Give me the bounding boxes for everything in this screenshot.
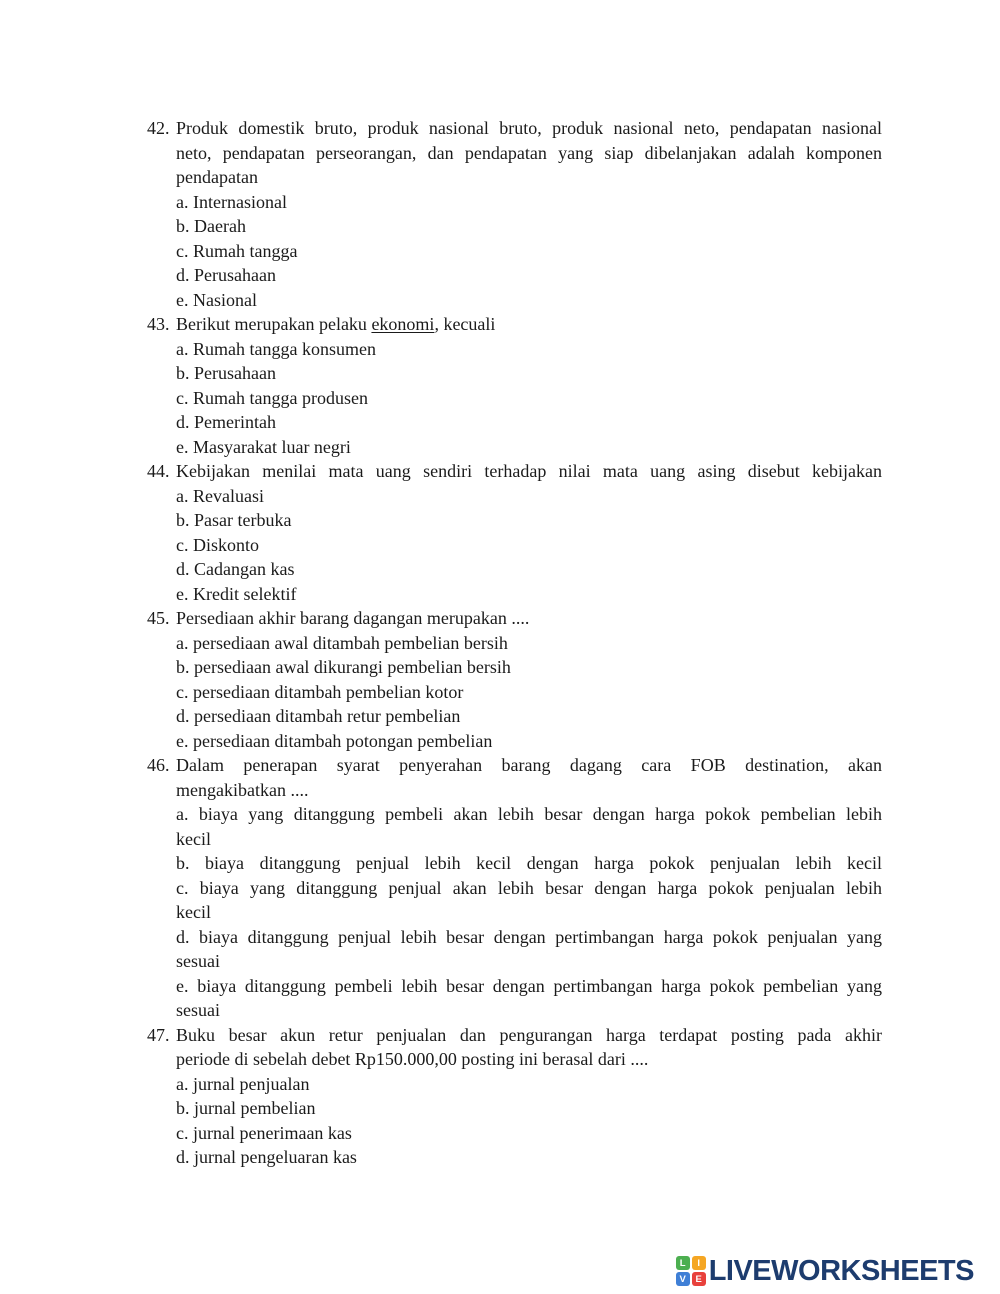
question-number: 47.	[147, 1024, 170, 1045]
option-b: b. jurnal pembelian	[176, 1098, 316, 1118]
option-a: a. Revaluasi	[176, 485, 264, 506]
question-42	[147, 116, 882, 312]
option-b: b. biaya ditanggung penjual lebih kecil dengan harga pokok penjualan lebih kecil	[176, 853, 882, 873]
question-46	[147, 753, 882, 1023]
option-d: d. Cadangan kas	[176, 559, 295, 579]
question-43	[147, 312, 882, 459]
question-text: Buku besar akun retur penjualan dan pengurangan harga terdapat posting pada akhir periode di sebelah debet Rp150.000,00 posting ini berasal dari ....	[176, 1024, 882, 1069]
option-c: c. biaya yang ditanggung penjual akan lebih besar dengan harga pokok penjualan lebih kecil	[176, 877, 882, 922]
question-text	[176, 312, 882, 337]
option-a: a. jurnal penjualan	[176, 1073, 310, 1094]
option-a: a. Internasional	[176, 191, 287, 212]
question-number: 42.	[147, 118, 170, 138]
logo-tile-i: I	[692, 1256, 706, 1270]
question-number: 46.	[147, 755, 170, 775]
option-a: a. Rumah tangga konsumen	[176, 338, 376, 359]
option-b: b. Perusahaan	[176, 363, 276, 383]
question-number: 44.	[147, 461, 170, 481]
question-45	[147, 606, 882, 753]
question-text: Produk domestik bruto, produk nasional bruto, produk nasional neto, pendapatan nasional neto, pendapatan perseorangan, dan pendapatan yang siap dibelanjakan adalah komponen pendapatan	[176, 118, 882, 187]
option-d: d. biaya ditanggung penjual lebih besar dengan pertimbangan harga pokok penjualan yang sesuai	[176, 926, 882, 971]
option-b: b. persediaan awal dikurangi pembelian bersih	[176, 657, 511, 677]
option-c: c. Diskonto	[176, 534, 259, 555]
question-text: Dalam penerapan syarat penyerahan barang dagang cara FOB destination, akan mengakibatkan ....	[176, 755, 882, 800]
option-d: d. Perusahaan	[176, 265, 276, 285]
option-b: b. Pasar terbuka	[176, 510, 292, 530]
option-e: e. persediaan ditambah potongan pembelian	[176, 730, 493, 751]
option-e: e. biaya ditanggung pembeli lebih besar dengan pertimbangan harga pokok pembelian yang sesuai	[176, 975, 882, 1020]
question-text-pre: Berikut merupakan pelaku	[176, 314, 372, 334]
question-44	[147, 459, 882, 606]
logo-tile-l: L	[676, 1256, 690, 1270]
option-d: d. persediaan ditambah retur pembelian	[176, 706, 461, 726]
question-text-post: , kecuali	[434, 314, 496, 334]
question-number: 43.	[147, 314, 170, 334]
option-c: c. jurnal penerimaan kas	[176, 1122, 352, 1143]
option-c: c. persediaan ditambah pembelian kotor	[176, 681, 464, 702]
question-number: 45.	[147, 608, 170, 628]
question-text: Persediaan akhir barang dagangan merupakan ....	[176, 608, 530, 628]
option-d: d. jurnal pengeluaran kas	[176, 1147, 357, 1167]
option-e: e. Masyarakat luar negri	[176, 436, 351, 457]
question-text: Kebijakan menilai mata uang sendiri terhadap nilai mata uang asing disebut kebijakan	[176, 461, 882, 481]
option-e: e. Kredit selektif	[176, 583, 297, 604]
option-c: c. Rumah tangga	[176, 240, 298, 261]
liveworksheets-logo[interactable]	[676, 1256, 974, 1286]
question-47	[147, 1023, 882, 1170]
option-b: b. Daerah	[176, 216, 246, 236]
option-d: d. Pemerintah	[176, 412, 276, 432]
underlined-term: ekonomi	[371, 314, 435, 334]
worksheet-body	[147, 116, 882, 1170]
option-a: a. persediaan awal ditambah pembelian bersih	[176, 632, 508, 653]
logo-tile-v: V	[676, 1272, 690, 1286]
liveworksheets-wordmark: LIVEWORKSHEETS	[708, 1254, 974, 1287]
option-e: e. Nasional	[176, 289, 257, 310]
logo-tile-e: E	[692, 1272, 706, 1286]
option-a: a. biaya yang ditanggung pembeli akan lebih besar dengan harga pokok pembelian lebih kecil	[176, 804, 882, 849]
option-c: c. Rumah tangga produsen	[176, 387, 368, 408]
liveworksheets-icon	[676, 1256, 706, 1286]
